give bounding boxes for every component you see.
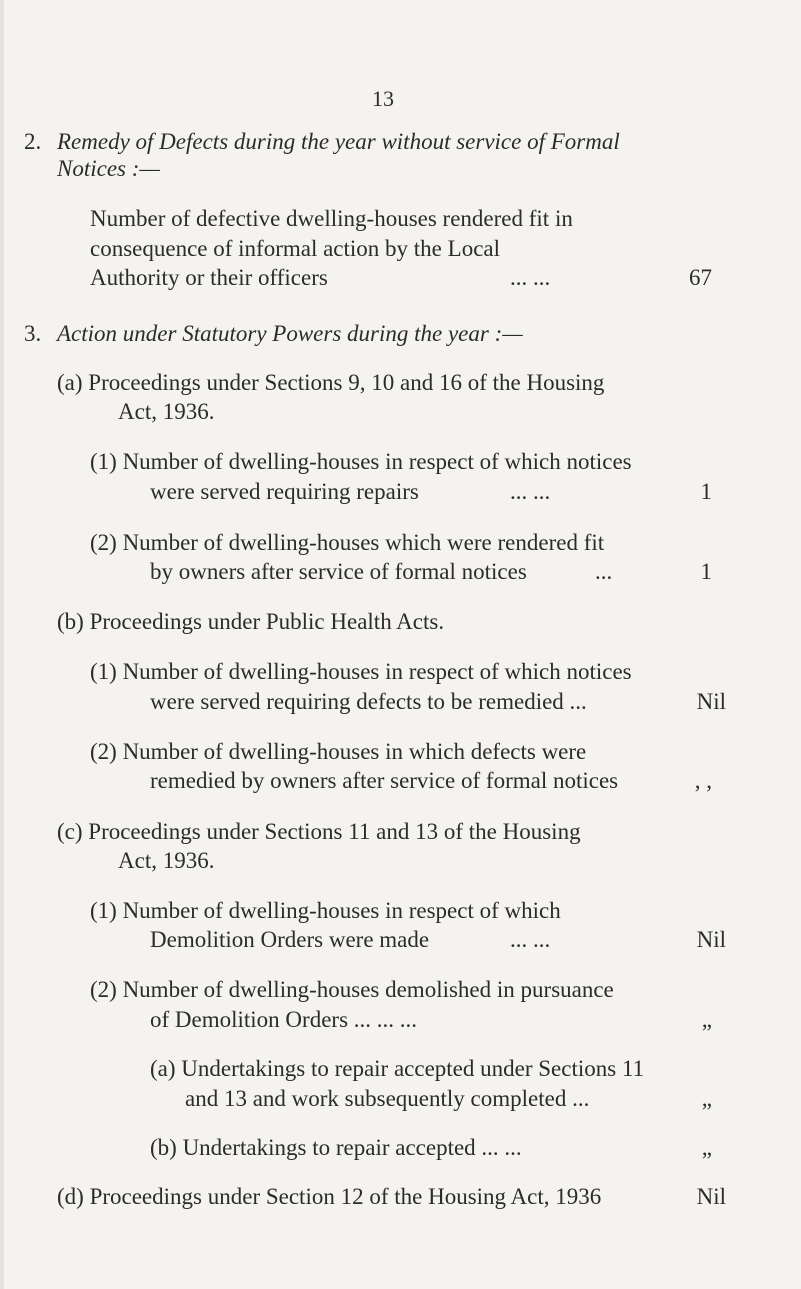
cb-value: „ bbox=[701, 1135, 712, 1160]
a2-leader-dots: ... bbox=[595, 559, 613, 584]
c1-value: Nil bbox=[696, 927, 726, 952]
page-edge bbox=[0, 0, 4, 1289]
section-2-value: 67 bbox=[689, 265, 712, 290]
a2-text-1: (2) Number of dwelling-houses which were rendered fit bbox=[90, 530, 605, 555]
ca-text-1: (a) Undertakings to repair accepted under Sections 11 bbox=[150, 1056, 645, 1081]
page-number: 13 bbox=[372, 86, 394, 111]
section-2-leader-dots: ... ... bbox=[510, 265, 551, 290]
section-3-number: 3. bbox=[24, 321, 42, 346]
c1-leader-dots: ... ... bbox=[510, 927, 551, 952]
subsection-c-heading-cont: Act, 1936. bbox=[118, 848, 215, 873]
subsection-b-heading: (b) Proceedings under Public Health Acts. bbox=[57, 609, 445, 634]
a1-text-2: were served requiring repairs bbox=[150, 479, 419, 504]
b1-value: Nil bbox=[696, 689, 726, 714]
c1-text-1: (1) Number of dwelling-houses in respect of which bbox=[90, 898, 561, 923]
ca-value: „ bbox=[701, 1086, 712, 1111]
a1-leader-dots: ... ... bbox=[510, 479, 551, 504]
section-2-number: 2. bbox=[24, 129, 42, 154]
a2-text-2: by owners after service of formal notices bbox=[150, 559, 527, 584]
section-2-title-cont: Notices :— bbox=[57, 156, 160, 181]
section-2-text-2: consequence of informal action by the Local bbox=[90, 236, 501, 261]
b2-value: , , bbox=[694, 768, 712, 793]
b1-text-1: (1) Number of dwelling-houses in respect of which notices bbox=[90, 659, 632, 684]
a1-value: 1 bbox=[700, 479, 712, 504]
cb-text-1: (b) Undertakings to repair accepted ... ... bbox=[150, 1135, 522, 1160]
b1-text-2: were served requiring defects to be remedied ... bbox=[150, 689, 587, 714]
b2-text-1: (2) Number of dwelling-houses in which defects were bbox=[90, 739, 587, 764]
d-value: Nil bbox=[696, 1184, 726, 1209]
subsection-c-heading: (c) Proceedings under Sections 11 and 13 of the Housing bbox=[57, 819, 581, 844]
subsection-a-heading-cont: Act, 1936. bbox=[118, 399, 215, 424]
ca-text-2: and 13 and work subsequently completed ... bbox=[185, 1086, 590, 1111]
c2-value: „ bbox=[701, 1007, 712, 1032]
section-2-text-1: Number of defective dwelling-houses rendered fit in bbox=[90, 206, 573, 231]
c1-text-2: Demolition Orders were made bbox=[150, 927, 430, 952]
b2-text-2: remedied by owners after service of formal notices bbox=[150, 768, 619, 793]
subsection-d-heading: (d) Proceedings under Section 12 of the Housing Act, 1936 bbox=[57, 1184, 602, 1209]
section-3-title: Action under Statutory Powers during the year :— bbox=[57, 321, 523, 346]
c2-text-1: (2) Number of dwelling-houses demolished in pursuance bbox=[90, 977, 614, 1002]
a2-value: 1 bbox=[700, 559, 712, 584]
section-2-text-3: Authority or their officers bbox=[90, 265, 328, 290]
subsection-a-heading: (a) Proceedings under Sections 9, 10 and 16 of the Housing bbox=[57, 370, 605, 395]
a1-text-1: (1) Number of dwelling-houses in respect of which notices bbox=[90, 449, 632, 474]
section-2-title: Remedy of Defects during the year without service of Formal bbox=[57, 129, 620, 154]
c2-text-2: of Demolition Orders ... ... ... bbox=[150, 1007, 418, 1032]
